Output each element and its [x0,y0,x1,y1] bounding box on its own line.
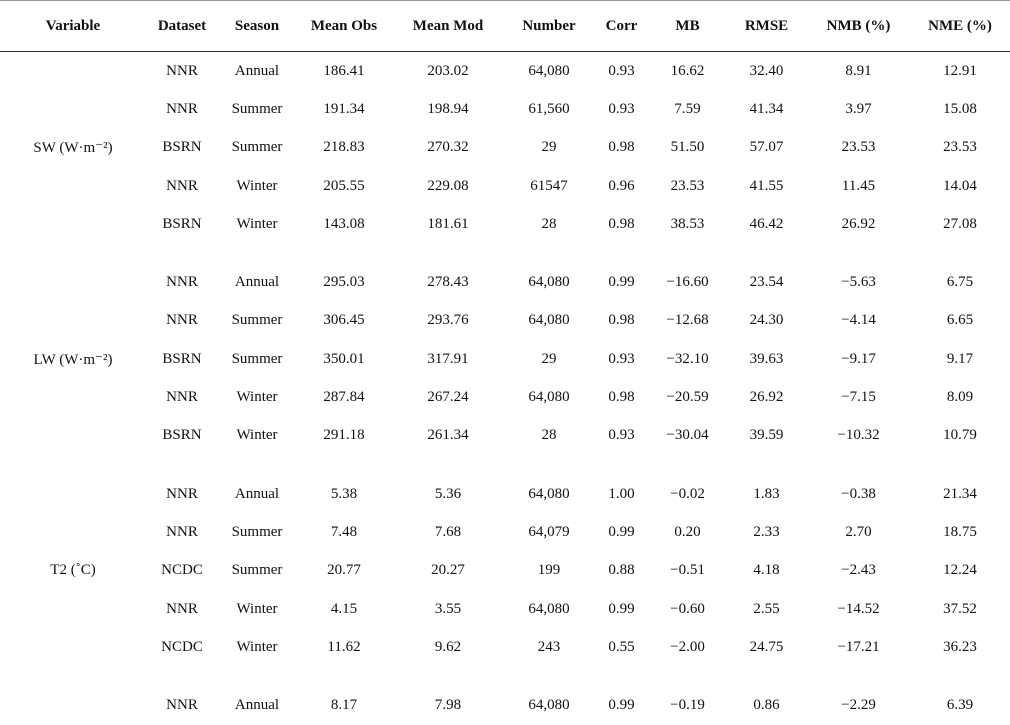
table-cell: −12.68 [666,312,709,329]
table-cell: 11.45 [841,177,876,194]
table-cell: 23.53 [670,177,705,194]
table-cell: 64,080 [528,485,570,502]
table-cell: 306.45 [323,312,365,329]
column-header: MB [649,1,726,52]
table-cell: 6.75 [946,274,974,291]
table-cell: NNR [166,62,198,79]
table-cell: 14.04 [943,177,977,194]
table-cell: 317.91 [427,350,469,367]
table-cell: 261.34 [427,427,469,444]
table-cell: Annual [234,485,280,502]
table-cell: 29 [541,139,557,156]
table-cell: 21.34 [943,485,977,502]
table-row [0,628,1010,666]
table-cell: 6.65 [946,312,974,329]
table-cell: 0.99 [608,274,635,291]
table-cell: −0.51 [670,562,705,579]
spacer-cell [0,455,1010,475]
table-cell: NNR [166,312,198,329]
table-cell: Summer [231,139,283,156]
table-cell: BSRN [162,139,202,156]
group-spacer [0,666,1010,686]
table-cell: 23.53 [841,139,876,156]
table-cell: 20.77 [327,562,361,579]
table-cell: 20.27 [431,562,465,579]
table-cell: 9.62 [434,638,462,655]
table-cell: −4.14 [841,312,876,329]
table-cell: 293.76 [427,312,469,329]
group-spacer [0,243,1010,263]
table-cell: −7.15 [841,389,876,406]
table-cell: 41.55 [749,177,784,194]
table-cell: 24.75 [749,638,784,655]
table-row [0,340,1010,378]
column-header: Mean Obs [296,1,392,52]
table-cell: 0.98 [608,389,635,406]
table-cell: 39.59 [749,427,784,444]
table-cell: 64,080 [528,389,570,406]
table-cell: −5.63 [841,274,876,291]
table-cell: 1.83 [753,485,780,502]
table-cell: −17.21 [837,638,880,655]
table-cell: 203.02 [427,62,469,79]
table-cell: 8.17 [330,697,358,714]
table-cell: 350.01 [323,350,365,367]
table-cell: 0.88 [608,562,635,579]
header-row [0,1,1010,52]
table-row [0,590,1010,628]
table-row [0,417,1010,455]
table-cell: 18.75 [943,523,977,540]
table-cell: Annual [234,274,280,291]
variable-cell: T2 (˚C) [50,562,96,579]
table-cell: Winter [236,427,278,444]
table-cell: 32.40 [749,62,784,79]
table-cell: 64,080 [528,62,570,79]
column-header: Variable [0,1,146,52]
table-cell: 2.55 [753,600,780,617]
table-cell: 64,080 [528,312,570,329]
table-cell: 28 [541,215,557,232]
table-cell: 198.94 [427,100,469,117]
table-cell: −14.52 [837,600,880,617]
table-cell: Annual [234,62,280,79]
variable-cell: LW (W·m⁻²) [33,351,113,368]
table-cell: Winter [236,638,278,655]
table-cell: 181.61 [427,215,469,232]
table-cell: −16.60 [666,274,709,291]
table-cell: 2.70 [845,523,872,540]
table-cell: 7.98 [434,697,462,714]
table-cell: 2.33 [753,523,780,540]
table-cell: 64,080 [528,600,570,617]
table-cell: 4.15 [330,600,358,617]
column-header: NME (%) [910,1,1010,52]
table-cell: 23.54 [749,274,784,291]
table-cell: Winter [236,177,278,194]
table-cell: 8.09 [946,389,974,406]
column-header: Mean Mod [392,1,504,52]
table-row [0,52,1010,91]
table-cell: 37.52 [943,600,977,617]
table-row [0,263,1010,301]
table-cell: 205.55 [323,177,365,194]
table-cell: −10.32 [837,427,880,444]
table-row [0,167,1010,205]
table-cell: 5.36 [434,485,462,502]
table-cell: −2.43 [841,562,876,579]
table-cell: 11.62 [327,638,361,655]
spacer-cell [0,666,1010,686]
table-cell: Summer [231,100,283,117]
variable-cell [0,686,146,724]
table-cell: 7.48 [330,523,358,540]
table-cell: 186.41 [323,62,365,79]
table-cell: NNR [166,389,198,406]
table-cell: NCDC [161,638,203,655]
table-cell: 0.93 [608,62,635,79]
table-cell: 26.92 [841,215,876,232]
table-cell: NCDC [161,562,203,579]
table-cell: 61547 [530,177,568,194]
table-cell: −30.04 [666,427,709,444]
table-cell: −0.19 [670,697,705,714]
table-cell: 3.55 [434,600,462,617]
table-cell: −9.17 [841,350,876,367]
column-header: Season [218,1,296,52]
table-cell: 10.79 [943,427,977,444]
column-header: NMB (%) [807,1,910,52]
table-cell: 15.08 [943,100,977,117]
table-cell: 0.20 [674,523,701,540]
group-spacer [0,455,1010,475]
table-body [0,52,1010,725]
table-cell: Summer [231,312,283,329]
table-cell: 0.55 [608,638,635,655]
table-cell: −20.59 [666,389,709,406]
table-cell: 5.38 [330,485,358,502]
table-cell: 7.68 [434,523,462,540]
table-cell: 64,079 [528,523,570,540]
column-header: Corr [594,1,649,52]
table-cell: 64,080 [528,697,570,714]
table-cell: 218.83 [323,139,365,156]
table-cell: 24.30 [749,312,784,329]
table-cell: BSRN [162,350,202,367]
table-cell: 41.34 [749,100,784,117]
table-cell: 51.50 [670,139,705,156]
table-cell: 0.93 [608,427,635,444]
table-cell: 64,080 [528,274,570,291]
table-cell: Annual [234,697,280,714]
table-cell: 291.18 [323,427,365,444]
table-cell: 4.18 [753,562,780,579]
table-cell: 0.98 [608,139,635,156]
table-cell: 0.93 [608,100,635,117]
table-cell: 143.08 [323,215,365,232]
spacer-cell [0,243,1010,263]
table-cell: NNR [166,274,198,291]
table-cell: 26.92 [749,389,784,406]
column-header: Number [504,1,594,52]
table-cell: 270.32 [427,139,469,156]
table-cell: 46.42 [749,215,784,232]
table-cell: 295.03 [323,274,365,291]
table-cell: 7.59 [674,100,701,117]
table-cell: 23.53 [943,139,977,156]
table-cell: 29 [541,350,557,367]
table-cell: −2.29 [841,697,876,714]
table-cell: 278.43 [427,274,469,291]
table-cell: 0.93 [608,350,635,367]
table-cell: 287.84 [323,389,365,406]
table-cell: Summer [231,523,283,540]
table-cell: −0.60 [670,600,705,617]
table-cell: 39.63 [749,350,784,367]
table-cell: Summer [231,562,283,579]
table-cell: Winter [236,215,278,232]
table-row [0,513,1010,551]
table-cell: 16.62 [670,62,705,79]
table-cell: −0.02 [670,485,705,502]
table-cell: 28 [541,427,557,444]
table-cell: 0.99 [608,600,635,617]
table-cell: 6.39 [946,697,974,714]
table-cell: 199 [537,562,561,579]
table-cell: 0.86 [753,697,780,714]
table-cell: 267.24 [427,389,469,406]
table-cell: 3.97 [845,100,872,117]
table-cell: NNR [166,600,198,617]
table-cell: −32.10 [666,350,709,367]
table-cell: 27.08 [943,215,977,232]
table-cell: Winter [236,389,278,406]
table-row [0,90,1010,128]
table-cell: 61,560 [528,100,570,117]
table-cell: NNR [166,100,198,117]
table-cell: 0.96 [608,177,635,194]
table-cell: 1.00 [608,485,635,502]
variable-cell: SW (W·m⁻²) [33,140,113,157]
table-row [0,378,1010,416]
table-cell: 0.99 [608,697,635,714]
table-cell: 0.98 [608,215,635,232]
table-cell: 243 [537,638,561,655]
table-cell: 36.23 [943,638,977,655]
table-cell: 9.17 [946,350,974,367]
column-header: Dataset [146,1,218,52]
table-cell: BSRN [162,215,202,232]
table-cell: 8.91 [845,62,872,79]
table-row [0,129,1010,167]
table-cell: Summer [231,350,283,367]
table-cell: 0.98 [608,312,635,329]
column-header: RMSE [726,1,807,52]
table-row [0,686,1010,724]
table-cell: 0.99 [608,523,635,540]
table-cell: 57.07 [749,139,784,156]
table-cell: 38.53 [670,215,705,232]
table-cell: NNR [166,177,198,194]
table-cell: NNR [166,697,198,714]
table-cell: 191.34 [323,100,365,117]
table-cell: BSRN [162,427,202,444]
table-cell: 12.24 [943,562,977,579]
table-row [0,205,1010,243]
table-row [0,552,1010,590]
table-cell: NNR [166,523,198,540]
table-cell: 12.91 [943,62,977,79]
table-cell: −0.38 [841,485,876,502]
table-row [0,475,1010,513]
table-cell: Winter [236,600,278,617]
table-cell: −2.00 [670,638,705,655]
table-cell: NNR [166,485,198,502]
table-row [0,302,1010,340]
table-cell: 229.08 [427,177,469,194]
